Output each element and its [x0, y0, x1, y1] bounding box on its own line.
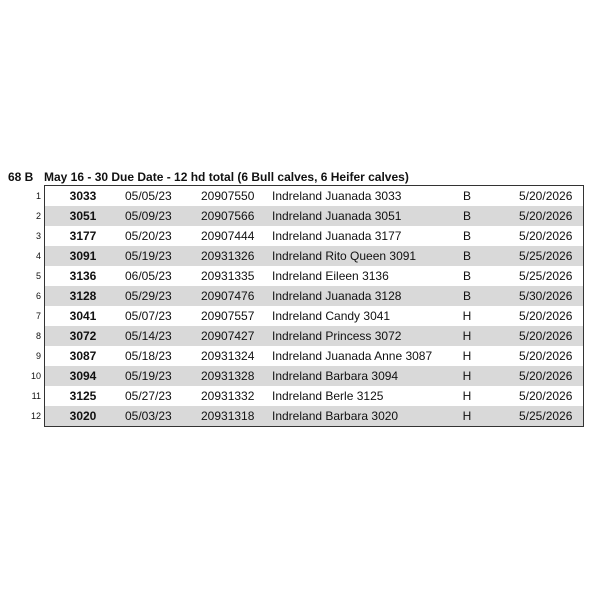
registration-number-cell: 20907427 — [201, 329, 255, 343]
animal-name-cell: Indreland Princess 3072 — [272, 329, 402, 343]
birth-date-cell: 05/18/23 — [125, 349, 172, 363]
birth-date-cell: 06/05/23 — [125, 269, 172, 283]
table-row — [30, 406, 583, 426]
row-number: 4 — [35, 251, 41, 261]
table-row — [30, 366, 583, 386]
row-number: 5 — [35, 271, 41, 281]
due-date-cell: 5/20/2026 — [519, 229, 573, 243]
birth-date-cell: 05/05/23 — [125, 189, 172, 203]
tag-cell: 3072 — [69, 329, 97, 343]
animal-name-cell: Indreland Juanada 3177 — [272, 229, 402, 243]
due-date-cell: 5/20/2026 — [519, 329, 573, 343]
lot-description: May 16 - 30 Due Date - 12 hd total (6 Bull calves, 6 Heifer calves) — [44, 170, 409, 184]
birth-date-cell: 05/03/23 — [125, 409, 172, 423]
tag-cell: 3041 — [69, 309, 97, 323]
registration-number-cell: 20907476 — [201, 289, 255, 303]
birth-date-cell: 05/19/23 — [125, 249, 172, 263]
registration-number-cell: 20931332 — [201, 389, 255, 403]
animal-name-cell: Indreland Juanada 3033 — [272, 189, 402, 203]
tag-cell: 3087 — [69, 349, 97, 363]
row-number: 8 — [35, 331, 41, 341]
row-number: 1 — [35, 191, 41, 201]
tag-cell: 3094 — [69, 369, 97, 383]
animal-name-cell: Indreland Candy 3041 — [272, 309, 391, 323]
due-date-cell: 5/20/2026 — [519, 309, 573, 323]
birth-date-cell: 05/27/23 — [125, 389, 172, 403]
registration-number-cell: 20931328 — [201, 369, 255, 383]
tag-cell: 3177 — [69, 229, 97, 243]
calf-sex-cell: H — [462, 349, 472, 363]
calf-sex-cell: H — [462, 389, 472, 403]
due-date-cell: 5/25/2026 — [519, 269, 573, 283]
animal-name-cell: Indreland Rito Queen 3091 — [272, 249, 417, 263]
table-row — [35, 186, 583, 206]
tag-cell: 3033 — [69, 189, 97, 203]
row-number: 7 — [35, 311, 41, 321]
calf-sex-cell: B — [462, 289, 471, 303]
calf-sex-cell: B — [462, 269, 471, 283]
animal-name-cell: Indreland Barbara 3094 — [272, 369, 399, 383]
registration-number-cell: 20907557 — [201, 309, 255, 323]
birth-date-cell: 05/19/23 — [125, 369, 172, 383]
animal-name-cell: Indreland Juanada Anne 3087 — [272, 349, 433, 363]
animal-name-cell: Indreland Barbara 3020 — [272, 409, 399, 423]
registration-number-cell: 20907550 — [201, 189, 255, 203]
birth-date-cell: 05/07/23 — [125, 309, 172, 323]
table-row — [35, 266, 583, 286]
due-date-cell: 5/20/2026 — [519, 389, 573, 403]
due-date-cell: 5/20/2026 — [519, 189, 573, 203]
registration-number-cell: 20931324 — [201, 349, 255, 363]
calf-sex-cell: B — [462, 209, 471, 223]
due-date-cell: 5/20/2026 — [519, 349, 573, 363]
row-number: 2 — [35, 211, 41, 221]
due-date-cell: 5/20/2026 — [519, 369, 573, 383]
calf-sex-cell: B — [462, 249, 471, 263]
animal-name-cell: Indreland Berle 3125 — [272, 389, 384, 403]
tag-cell: 3136 — [69, 269, 97, 283]
tag-cell: 3020 — [69, 409, 97, 423]
registration-number-cell: 20907444 — [201, 229, 255, 243]
lot-heading — [8, 170, 409, 184]
table-row — [31, 386, 583, 406]
row-number: 10 — [30, 371, 41, 381]
table-row — [35, 206, 583, 226]
table-row — [35, 226, 583, 246]
birth-date-cell: 05/09/23 — [125, 209, 172, 223]
animal-name-cell: Indreland Eileen 3136 — [272, 269, 389, 283]
due-date-cell: 5/30/2026 — [519, 289, 573, 303]
row-number: 9 — [35, 351, 41, 361]
calf-sex-cell: H — [462, 369, 472, 383]
birth-date-cell: 05/29/23 — [125, 289, 172, 303]
calf-sex-cell: H — [462, 409, 472, 423]
tag-cell: 3125 — [69, 389, 97, 403]
row-number: 3 — [35, 231, 41, 241]
calf-sex-cell: B — [462, 189, 471, 203]
tag-cell: 3051 — [69, 209, 97, 223]
birth-date-cell: 05/20/23 — [125, 229, 172, 243]
calf-sex-cell: H — [462, 309, 472, 323]
animal-name-cell: Indreland Juanada 3051 — [272, 209, 402, 223]
animal-name-cell: Indreland Juanada 3128 — [272, 289, 402, 303]
row-number: 12 — [30, 411, 41, 421]
due-date-cell: 5/25/2026 — [519, 409, 573, 423]
registration-number-cell: 20907566 — [201, 209, 255, 223]
tag-cell: 3091 — [69, 249, 97, 263]
birth-date-cell: 05/14/23 — [125, 329, 172, 343]
tag-cell: 3128 — [69, 289, 97, 303]
calf-sex-cell: B — [462, 229, 471, 243]
table-row — [35, 246, 583, 266]
table-row — [35, 346, 583, 366]
table-row — [35, 286, 583, 306]
row-number: 11 — [31, 391, 41, 401]
cattle-table — [30, 185, 584, 427]
due-date-cell: 5/20/2026 — [519, 209, 573, 223]
table-row — [35, 306, 583, 326]
registration-number-cell: 20931318 — [201, 409, 255, 423]
lot-number: 68 B — [8, 170, 34, 184]
row-number: 6 — [35, 291, 41, 301]
due-date-cell: 5/25/2026 — [519, 249, 573, 263]
registration-number-cell: 20931335 — [201, 269, 255, 283]
registration-number-cell: 20931326 — [201, 249, 255, 263]
calf-sex-cell: H — [462, 329, 472, 343]
table-row — [35, 326, 583, 346]
